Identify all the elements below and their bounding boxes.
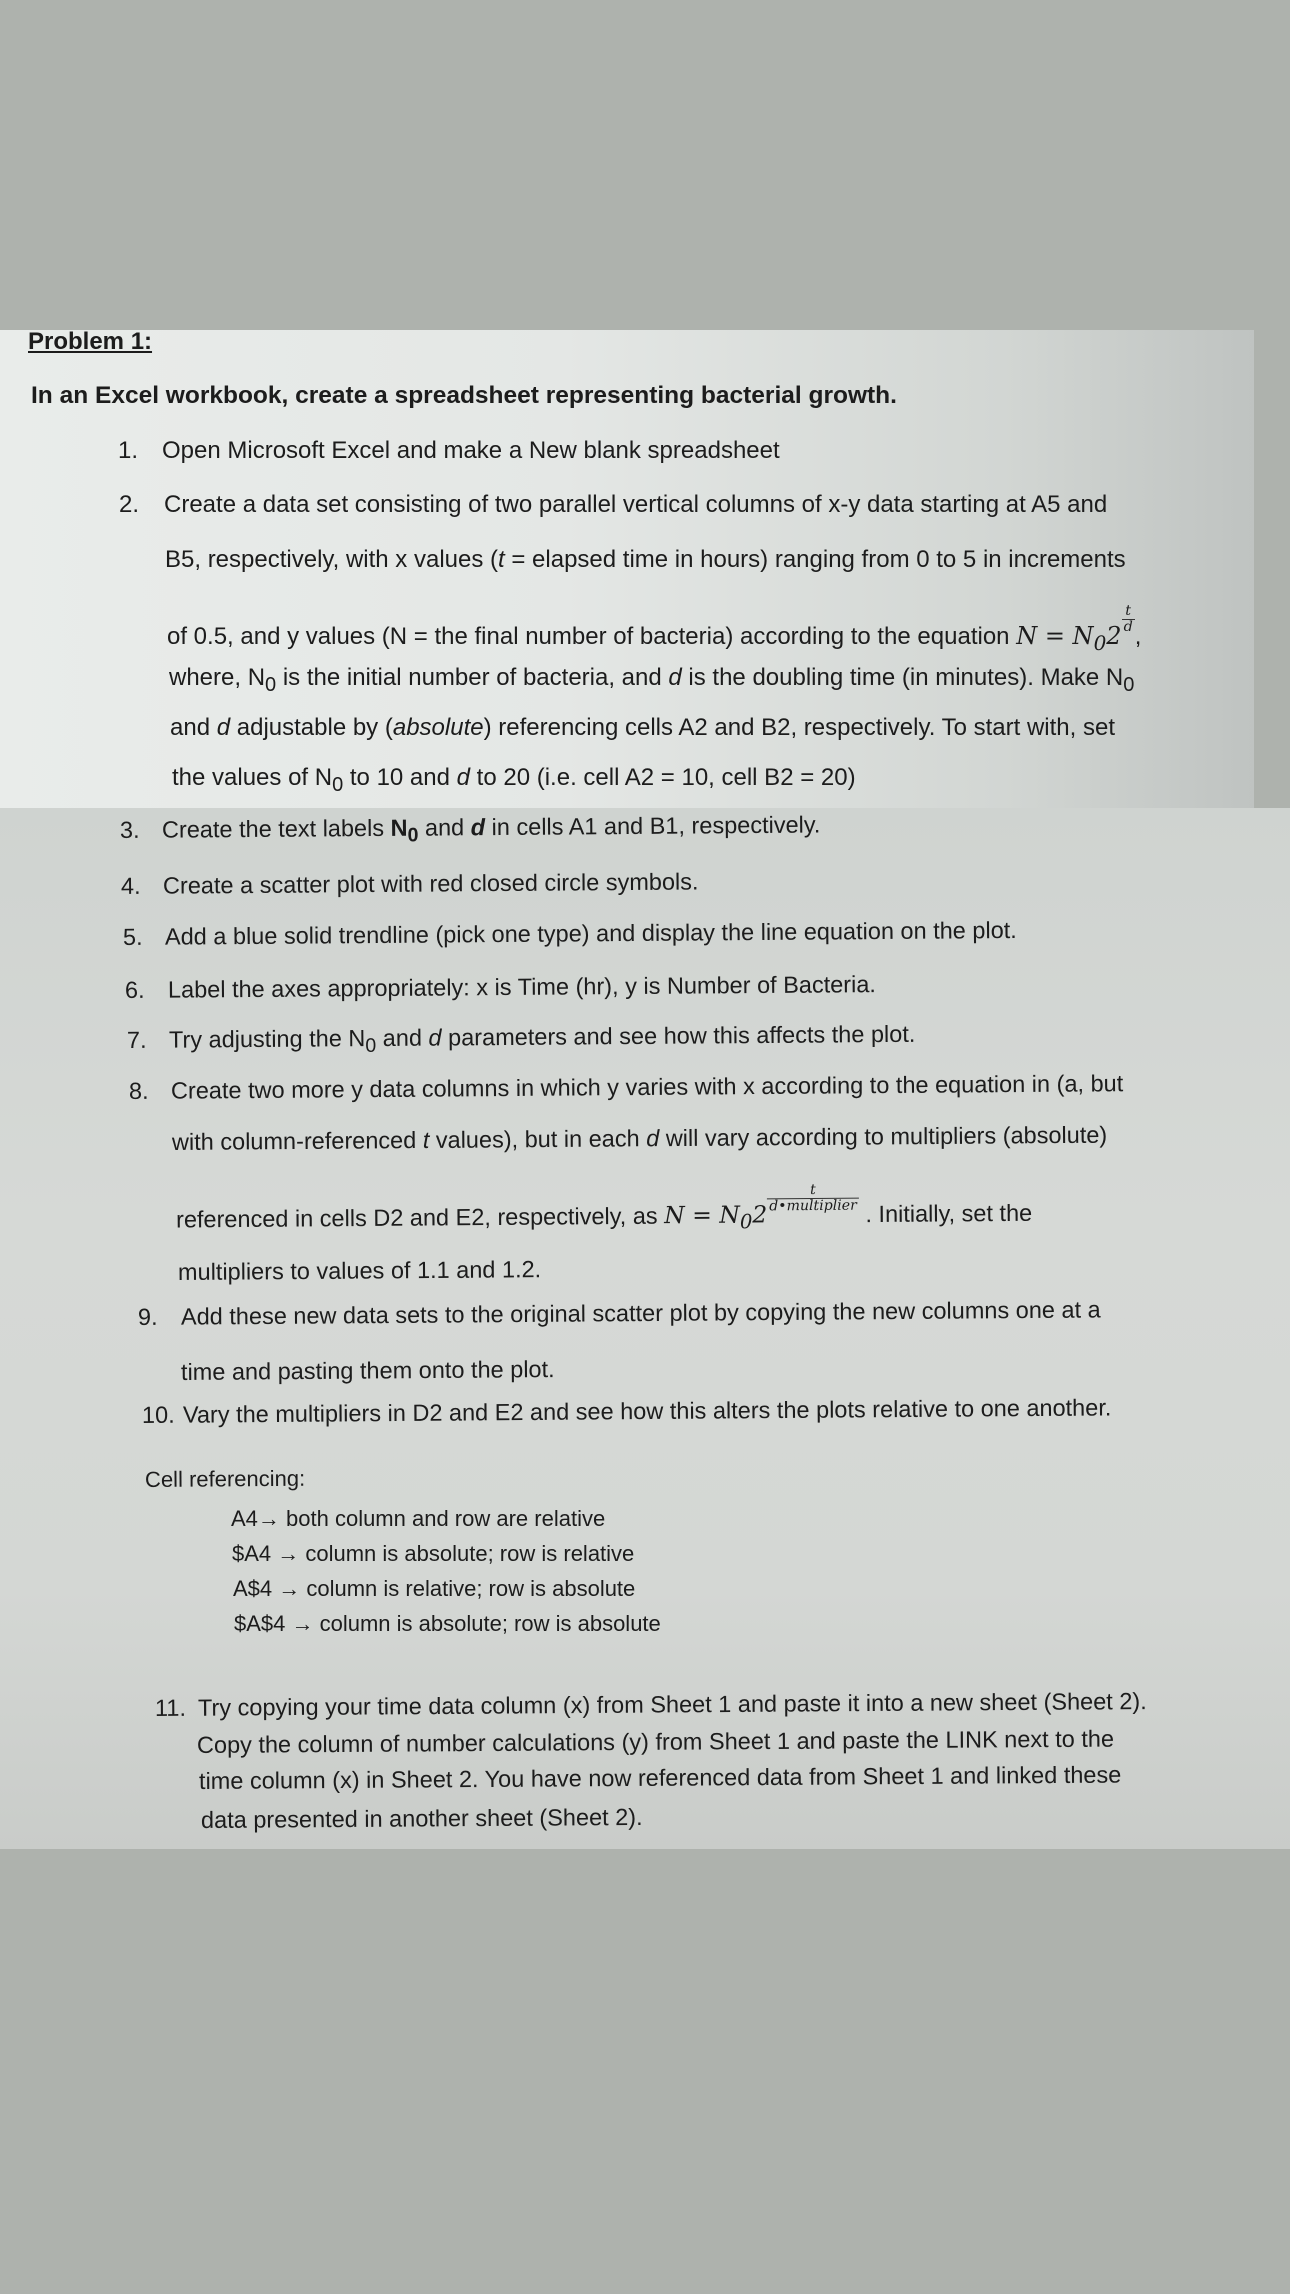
text-run: to 20 (i.e. cell A2 = 10, cell B2 = 20) (470, 764, 856, 791)
step-2-line-1 (119, 491, 1107, 519)
text-run: and (376, 1024, 429, 1052)
variable-d: d (456, 764, 471, 791)
text-run: referenced in cells D2 and E2, respectively, as (175, 1202, 665, 1233)
text-run: is the initial number of bacteria, and (276, 664, 669, 691)
bold-d: d (470, 814, 486, 841)
variable-d: d (216, 714, 231, 741)
variable-d: d (668, 664, 682, 691)
step-2-line-3 (167, 604, 1141, 655)
exponent-numerator: t (767, 1183, 859, 1200)
step-text: multipliers to values of 1.1 and 1.2. (177, 1256, 542, 1285)
variable-t: t (498, 546, 505, 573)
step-4 (121, 868, 699, 900)
step-number: 9. (137, 1303, 158, 1330)
subscript: 0 (407, 824, 419, 847)
variable-d: d (646, 1125, 660, 1152)
eq-lhs: N = N (664, 1201, 741, 1230)
referencing-item: $A4 → column is absolute; row is relative (232, 1541, 635, 1566)
step-text: time and pasting them onto the plot. (180, 1356, 555, 1385)
referencing-item: $A$4 → column is absolute; row is absolute (234, 1611, 661, 1636)
eq-exponent (1122, 604, 1135, 635)
step-2-line-6 (172, 764, 856, 797)
step-11-line-4: data presented in another sheet (Sheet 2). (200, 1803, 643, 1833)
text-run: to 10 and (343, 764, 457, 791)
absolute-word: absolute (392, 714, 484, 741)
referencing-item: A$4 → column is relative; row is absolute (233, 1576, 636, 1601)
cell-referencing-heading: Cell referencing: (144, 1465, 306, 1492)
step-text: Create two more y data columns in which y varies with x according to the equation in (a, but (170, 1070, 1124, 1104)
text-run: of 0.5, and y values (N = the final number of bacteria) according to the equation (167, 623, 1017, 651)
step-2-line-2 (165, 546, 1126, 574)
variable-t: t (422, 1126, 430, 1154)
eq-lhs: N = N (1016, 622, 1094, 651)
eq-base: 2 (752, 1200, 768, 1229)
subscript: 0 (1123, 673, 1135, 696)
exponent-numerator: t (1122, 604, 1135, 620)
text-run: values), but in each (429, 1125, 647, 1153)
step-9-line-2 (181, 1356, 555, 1386)
step-11-line-3: time column (x) in Sheet 2. You have now referenced data from Sheet 1 and linked these (198, 1761, 1122, 1794)
problem-title: Problem 1: (28, 328, 153, 355)
step-text: Try copying your time data column (x) from Sheet 1 and paste it into a new sheet (Sheet 2). (197, 1688, 1147, 1721)
text-run: . Initially, set the (858, 1199, 1033, 1228)
text-run: is the doubling time (in minutes). Make N (681, 664, 1124, 691)
eq-subscript: 0 (1093, 630, 1107, 655)
step-number: 8. (128, 1077, 149, 1104)
eq-base: 2 (1106, 622, 1122, 651)
growth-equation (1016, 603, 1135, 655)
eq-subscript: 0 (739, 1210, 753, 1234)
text-run: ) referencing cells A2 and B2, respectively. To start with, set (483, 714, 1115, 741)
text-run: adjustable by ( (230, 714, 393, 741)
step-text: Add a blue solid trendline (pick one type) and display the line equation on the plot. (164, 916, 1017, 950)
variable-d: d (428, 1024, 442, 1051)
text-run: parameters and see how this affects the plot. (441, 1020, 916, 1051)
text-run: B5, respectively, with x values ( (165, 546, 499, 573)
referencing-item: A4→ both column and row are relative (231, 1506, 606, 1531)
step-text: Add these new data sets to the original scatter plot by copying the new columns one at a (180, 1296, 1101, 1330)
step-number: 5. (122, 923, 143, 950)
step-2-line-4 (169, 664, 1134, 697)
text-run: and (418, 814, 471, 841)
step-number: 1. (118, 437, 139, 464)
step-2-line-5 (170, 714, 1115, 742)
step-text: Label the axes appropriately: x is Time (hr), y is Number of Bacteria. (167, 971, 876, 1003)
exponent-denominator: d•multiplier (769, 1197, 857, 1215)
text-run: and (170, 714, 217, 741)
text-run: Create the text labels (161, 814, 391, 843)
step-number: 11. (154, 1694, 187, 1721)
step-text: Create a data set consisting of two parallel vertical columns of x-y data starting at A5 and (164, 491, 1108, 518)
text-run: where, N (169, 664, 266, 691)
step-text: Vary the multipliers in D2 and E2 and see how this alters the plots relative to one another. (182, 1394, 1112, 1428)
subscript: 0 (365, 1034, 377, 1057)
step-number: 7. (126, 1026, 147, 1053)
step-3 (120, 811, 821, 849)
step-8-line-4 (178, 1256, 541, 1286)
step-7 (127, 1021, 916, 1060)
eq-exponent (767, 1183, 859, 1214)
step-number: 2. (119, 491, 140, 518)
step-number: 4. (120, 872, 141, 899)
multiplier-equation (664, 1181, 859, 1234)
step-number: 6. (124, 976, 145, 1003)
bold-n: N (390, 814, 408, 841)
text-run: will vary according to multipliers (absolute) (659, 1121, 1108, 1152)
step-8-line-3 (176, 1181, 1033, 1238)
problem-subtitle: In an Excel workbook, create a spreadsheet representing bacterial growth. (31, 382, 897, 409)
step-text: Open Microsoft Excel and make a New blank spreadsheet (162, 437, 780, 464)
subscript: 0 (332, 773, 344, 796)
text-run: with column-referenced (171, 1127, 423, 1155)
step-text: Create a scatter plot with red closed circle symbols. (162, 868, 699, 899)
text-run: the values of N (172, 764, 333, 791)
step-1 (118, 437, 780, 465)
text-run: Try adjusting the N (168, 1025, 366, 1053)
text-run: in cells A1 and B1, respectively. (484, 811, 821, 841)
text-run: , (1134, 623, 1142, 651)
exponent-denominator: d (1123, 619, 1133, 636)
subscript: 0 (265, 673, 277, 696)
step-number: 3. (119, 816, 140, 843)
step-11-line-2: Copy the column of number calculations (y) from Sheet 1 and paste the LINK next to the (196, 1725, 1115, 1758)
step-number: 10. (141, 1401, 175, 1428)
text-run: = elapsed time in hours) ranging from 0 to 5 in increments (504, 546, 1126, 573)
